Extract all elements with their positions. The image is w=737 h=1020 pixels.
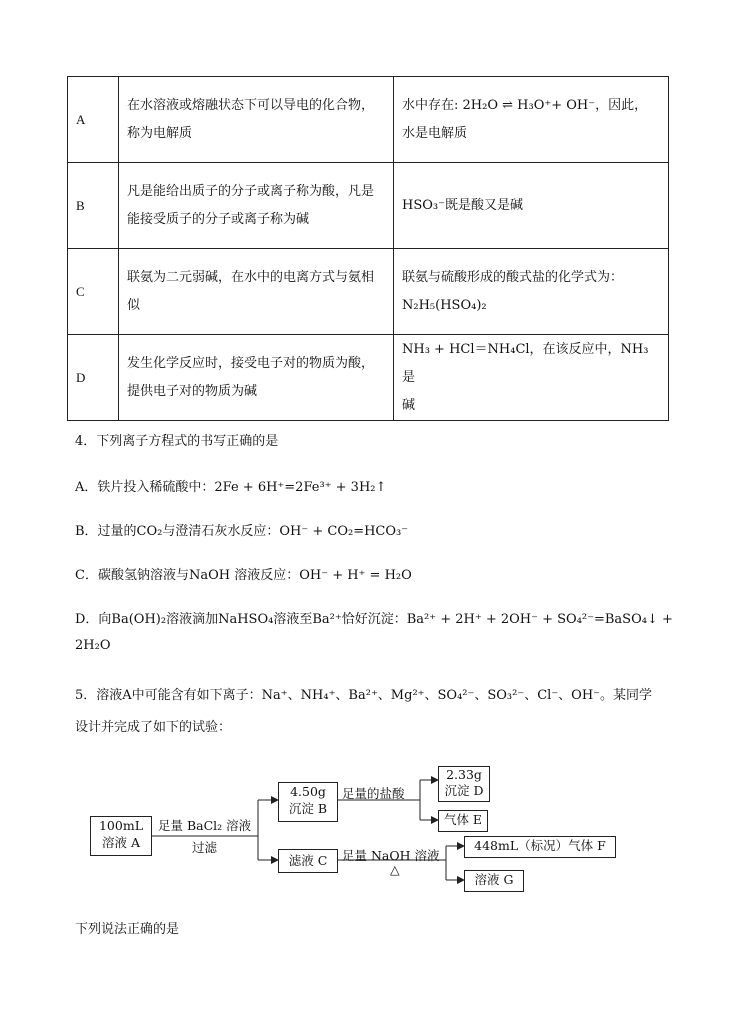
option-definition — [119, 335, 394, 421]
example-line: 联氨与硫酸形成的酸式盐的化学式为： — [402, 269, 624, 285]
question4-option-c: C．碳酸氢钠溶液与NaOH 溶液反应：OH⁻ + H⁺ = H₂O — [75, 568, 412, 583]
example-line: N₂H₅(HSO₄)₂ — [402, 297, 487, 313]
definition-line: 能接受质子的分子或离子称为碱 — [127, 211, 310, 227]
question5-stem-cont: 设计并完成了如下的试验： — [75, 720, 232, 735]
example-line: 水中存在: 2H₂O ⇌ H₃O⁺+ OH⁻，因此， — [402, 97, 648, 113]
question4-option-d: D．向Ba(OH)₂溶液滴加NaHSO₄溶液至Ba²⁺恰好沉淀：Ba²⁺ + 2H⁺ + 2OH⁻ + SO₄²⁻=BaSO₄↓ + — [75, 612, 673, 627]
precipitate-b-box — [278, 782, 338, 822]
step1-operation-label: 过滤 — [192, 840, 218, 855]
step1-reagent-label: 足量 BaCl₂ 溶液 — [158, 818, 252, 833]
table-row — [68, 249, 669, 335]
question5-prompt: 下列说法正确的是 — [75, 922, 180, 937]
definition-line: 似 — [127, 297, 141, 313]
example-line: NH₃ + HCl＝NH₄Cl，在该反应中，NH₃是 — [402, 341, 649, 385]
definition-line: 发生化学反应时，接受电子对的物质为酸， — [127, 355, 375, 371]
filtrate-c-box — [278, 849, 338, 873]
step2-reagent-label: 足量的盐酸 — [342, 786, 405, 801]
option-example — [394, 335, 669, 421]
question4-stem: 4．下列离子方程式的书写正确的是 — [75, 434, 279, 449]
definition-line: 在水溶液或熔融状态下可以导电的化合物， — [127, 97, 375, 113]
option-definition — [119, 163, 394, 249]
option-key: C — [68, 249, 119, 335]
box-label: 滤液 C — [288, 853, 328, 868]
example-line: 碱 — [402, 397, 416, 413]
option-key: A — [68, 77, 119, 163]
gas-f-box — [464, 836, 616, 858]
example-line: HSO₃⁻既是酸又是碱 — [402, 197, 523, 213]
question3-options-table — [67, 76, 669, 421]
box-label: 沉淀 D — [444, 783, 484, 798]
example-line: 水是电解质 — [402, 125, 468, 141]
definition-line: 称为电解质 — [127, 125, 193, 141]
definition-line: 联氨为二元弱碱，在水中的电离方式与氨相 — [127, 269, 375, 285]
box-label: 气体 E — [443, 812, 483, 827]
definition-line: 提供电子对的物质为碱 — [127, 383, 258, 399]
box-label: 溶液 A — [101, 835, 140, 850]
question4-option-a: A．铁片投入稀硫酸中：2Fe + 6H⁺=2Fe³⁺ + 3H₂↑ — [75, 480, 387, 495]
box-label: 2.33g — [446, 767, 482, 782]
box-label: 448mL（标况）气体 F — [474, 838, 606, 853]
box-label: 4.50g — [290, 784, 326, 799]
table-row — [68, 77, 669, 163]
precipitate-d-box — [438, 766, 490, 802]
table-row — [68, 163, 669, 249]
option-key: B — [68, 163, 119, 249]
step3-reagent-label: 足量 NaOH 溶液 — [342, 848, 440, 863]
option-key: D — [68, 335, 119, 421]
question4-option-b: B．过量的CO₂与澄清石灰水反应：OH⁻ + CO₂=HCO₃⁻ — [75, 524, 409, 539]
solution-a-box — [90, 816, 152, 856]
definition-line: 凡是能给出质子的分子或离子称为酸，凡是 — [127, 183, 375, 199]
table-row — [68, 335, 669, 421]
box-label: 溶液 G — [474, 872, 514, 887]
box-label: 沉淀 B — [288, 801, 328, 816]
question5-stem: 5．溶液A中可能含有如下离子：Na⁺、NH₄⁺、Ba²⁺、Mg²⁺、SO₄²⁻、SO₃²⁻、Cl⁻、OH⁻。某同学 — [75, 688, 653, 703]
box-label: 100mL — [98, 818, 143, 833]
option-definition — [119, 249, 394, 335]
solution-g-box — [464, 870, 524, 892]
question4-option-d-cont: 2H₂O — [75, 638, 111, 653]
option-definition — [119, 77, 394, 163]
option-example — [394, 249, 669, 335]
option-example — [394, 163, 669, 249]
option-example — [394, 77, 669, 163]
gas-e-box — [438, 810, 488, 832]
heating-symbol: △ — [390, 862, 400, 877]
